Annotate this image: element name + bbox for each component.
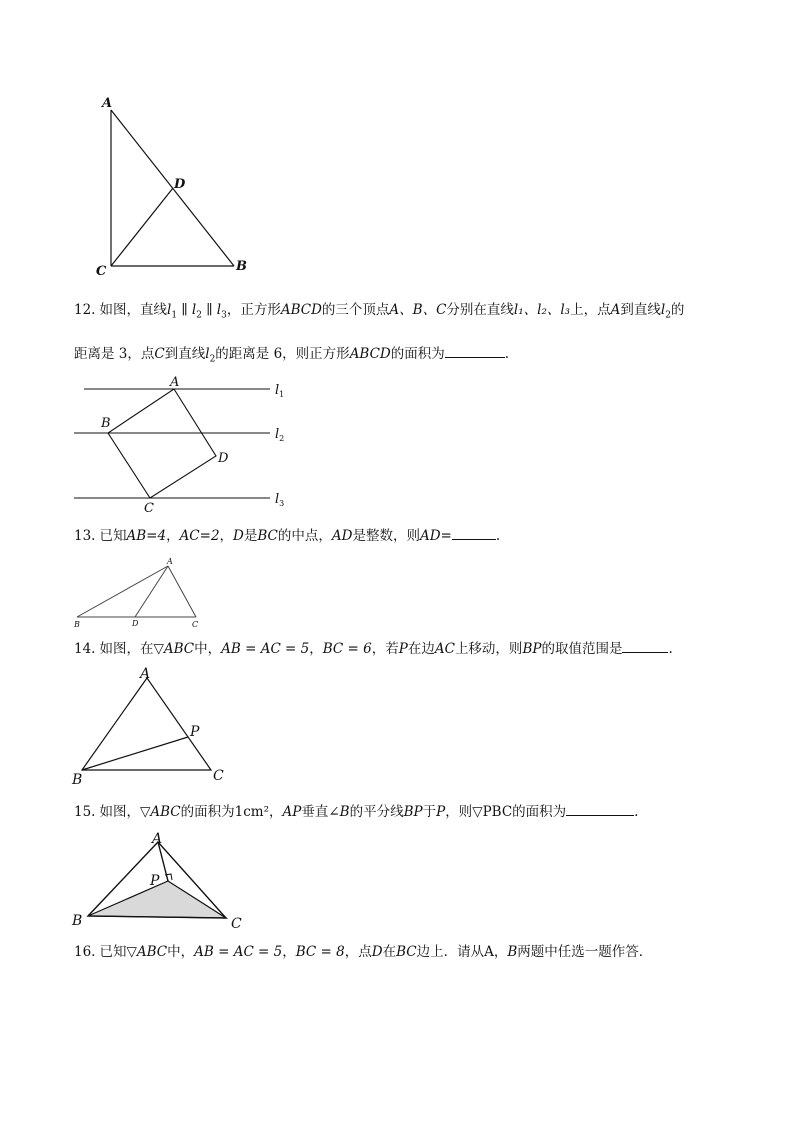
text: 距离是 3，点 — [74, 346, 155, 362]
label-a: A — [167, 557, 173, 566]
segment-bp — [82, 737, 188, 770]
var-l2: l — [205, 346, 210, 362]
text: ， — [269, 804, 283, 820]
option-a: A — [484, 944, 494, 960]
label-a: A — [170, 375, 180, 390]
var-triangle: ▽ABC — [153, 641, 195, 657]
text: ，正方形 — [226, 302, 281, 318]
label-b: B — [72, 772, 83, 788]
text: 中， — [167, 944, 195, 960]
var-point-c: C — [154, 346, 165, 362]
label-b: B — [101, 416, 111, 431]
label-l1: $l_1$ — [275, 383, 285, 399]
equation: AB = AC = 5 — [221, 641, 310, 657]
var-triangle: ▽ABC — [126, 944, 168, 960]
text: 如图，在 — [99, 641, 154, 657]
question-12-line1 — [74, 300, 684, 326]
text: 中， — [194, 641, 222, 657]
text: 上，点 — [570, 302, 611, 318]
question-16 — [74, 942, 652, 962]
var-d: D — [233, 528, 244, 544]
var-ad: AD= — [419, 528, 452, 544]
var-ac: AC — [434, 641, 455, 657]
var-p: P — [398, 641, 408, 657]
text: . — [495, 528, 501, 544]
text: 在边 — [407, 641, 435, 657]
text: 的三个顶点 — [321, 302, 390, 318]
label-l2: $l_2$ — [275, 427, 285, 443]
text: ， — [309, 641, 323, 657]
figure-median-triangle — [70, 555, 220, 630]
text: ，点 — [344, 944, 372, 960]
label-a: A — [152, 831, 163, 847]
equation: BC = 6 — [322, 641, 372, 657]
label-b: B — [74, 620, 80, 629]
text: ， — [166, 528, 180, 544]
text: 的面积为 — [180, 804, 235, 820]
text: 的取值范围是 — [541, 641, 623, 657]
equation: AB = AC = 5 — [194, 944, 283, 960]
text: ， — [219, 528, 234, 544]
var-angle: ∠B — [328, 804, 350, 820]
parallel-symbol: ∥ — [177, 302, 192, 318]
question-15 — [74, 801, 638, 822]
label-c: C — [144, 501, 154, 516]
area-value: 1cm² — [234, 804, 269, 820]
text: 到直线 — [620, 302, 661, 318]
label-c: C — [231, 916, 242, 932]
text: 已知 — [99, 528, 127, 544]
label-c: C — [192, 620, 199, 629]
segment-ad — [135, 566, 168, 617]
text: 的 — [670, 302, 685, 318]
var-l2: l — [191, 302, 197, 318]
text: 的面积为 — [512, 804, 567, 820]
var-bc: BC — [257, 528, 278, 544]
text: 上移动，则 — [454, 641, 523, 657]
segment-ac — [168, 566, 196, 617]
figure-isosceles-triangle — [68, 664, 238, 789]
text: 垂直 — [301, 804, 329, 820]
var-bc: BC — [396, 944, 417, 960]
var-d: D — [371, 944, 383, 960]
text: 的中点， — [277, 528, 332, 544]
text: 分别在直线 — [446, 302, 514, 318]
text: ，则 — [445, 804, 473, 820]
text: . — [668, 641, 673, 657]
text: 是整数，则 — [352, 528, 420, 544]
var-ab: AB=4 — [126, 528, 167, 544]
label-c: C — [96, 264, 107, 279]
figure-right-triangle — [90, 90, 260, 285]
var-l3: l — [216, 302, 222, 318]
text: 是 — [243, 528, 258, 544]
answer-blank[interactable] — [445, 343, 505, 358]
label-l3: $l_3$ — [275, 492, 285, 508]
question-number: 13. — [74, 528, 96, 544]
segment-cd — [111, 188, 173, 266]
label-d: D — [174, 177, 186, 192]
var-p: P — [436, 804, 446, 820]
text: ， — [282, 944, 296, 960]
text: . — [634, 804, 639, 820]
text: 如图，直线 — [99, 302, 167, 318]
var-points: A、B、C — [389, 302, 447, 318]
var-ap: AP — [282, 804, 302, 820]
question-number: 15. — [74, 804, 96, 820]
text: 两题中任选一题作答． — [517, 944, 653, 960]
question-12-line2 — [74, 343, 509, 370]
question-number: 12. — [74, 302, 96, 318]
figure-square-parallel-lines — [70, 374, 300, 514]
text: . — [504, 346, 510, 362]
label-b: B — [236, 259, 247, 274]
text: 的面积为 — [390, 346, 445, 362]
answer-blank[interactable] — [452, 525, 496, 540]
label-p: P — [190, 724, 200, 740]
var-point-a: A — [610, 302, 621, 318]
var-lines: l₁、l₂、l₃ — [513, 302, 571, 318]
question-number: 14. — [74, 641, 96, 657]
subscript: 3 — [221, 310, 227, 321]
text: 已知 — [99, 944, 127, 960]
var-square: ABCD — [349, 346, 391, 362]
var-square: ABCD — [280, 302, 322, 318]
equation: BC = 8 — [295, 944, 345, 960]
segment-ab — [77, 566, 168, 617]
question-13 — [74, 525, 500, 546]
label-d: D — [132, 619, 139, 628]
var-triangle: ▽PBC — [472, 804, 513, 820]
text: 到直线 — [164, 346, 206, 362]
text: 的平分线 — [349, 804, 404, 820]
text: 的距离是 6，则正方形 — [215, 346, 350, 362]
var-ac: AC=2 — [179, 528, 220, 544]
var-ad: AD — [331, 528, 353, 544]
figure-bisector-triangle — [68, 828, 258, 933]
var-bp: BP — [522, 641, 542, 657]
var-triangle: ▽ABC — [139, 804, 181, 820]
text: ， — [493, 944, 508, 960]
subscript: 2 — [209, 354, 216, 365]
text: ，若 — [371, 641, 399, 657]
subscript: 2 — [665, 310, 671, 321]
question-14 — [74, 638, 673, 659]
option-b: B — [507, 944, 518, 960]
right-angle-mark — [165, 874, 172, 880]
question-number: 16. — [74, 944, 96, 960]
text: 在 — [382, 944, 397, 960]
text: 如图， — [99, 804, 140, 820]
answer-blank[interactable] — [622, 638, 668, 653]
subscript: 2 — [196, 310, 202, 321]
label-a: A — [140, 666, 151, 682]
var-l1: l — [166, 302, 172, 318]
label-d: D — [218, 451, 229, 466]
label-c: C — [213, 768, 224, 784]
label-p: P — [150, 873, 160, 889]
label-a: A — [102, 96, 113, 111]
parallel-symbol: ∥ — [201, 302, 217, 318]
var-l2: l — [660, 302, 666, 318]
var-bp: BP — [403, 804, 423, 820]
text: 于 — [422, 804, 437, 820]
subscript: 1 — [171, 310, 178, 321]
text: 边上．请从 — [416, 944, 485, 960]
answer-blank[interactable] — [566, 801, 634, 816]
square-abcd — [108, 389, 216, 498]
label-b: B — [72, 913, 83, 929]
